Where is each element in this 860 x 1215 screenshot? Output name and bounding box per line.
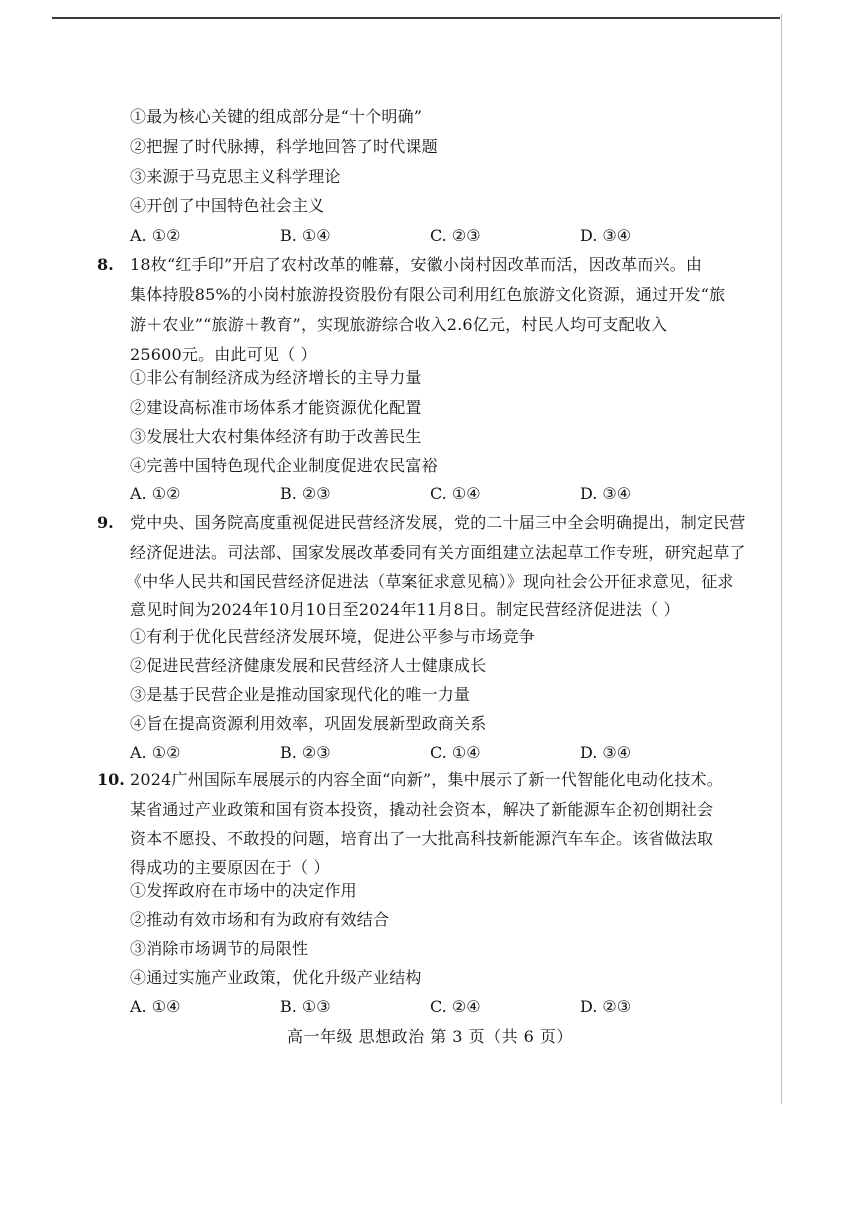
q9-stem-line-1: 党中央、国务院高度重视促进民营经济发展，党的二十届三中全会明确提出，制定民营 bbox=[130, 513, 746, 532]
q8-options bbox=[130, 484, 650, 504]
q8-option-c[interactable]: C. ①④ bbox=[430, 484, 481, 503]
page-footer: 高一年级 思想政治 第 3 页（共 6 页） bbox=[287, 1027, 573, 1046]
q8-item-3: ③发展壮大农村集体经济有助于改善民生 bbox=[130, 427, 422, 446]
q9-option-d[interactable]: D. ③④ bbox=[580, 743, 632, 762]
q8-stem-line-3: 游＋农业”“旅游＋教育”，实现旅游综合收入2.6亿元，村民人均可支配收入 bbox=[130, 315, 668, 334]
q10-number: 10. bbox=[97, 770, 125, 789]
q7-item-4: ④开创了中国特色社会主义 bbox=[130, 196, 325, 215]
q7-option-a[interactable]: A. ①② bbox=[130, 226, 181, 245]
q10-option-b[interactable]: B. ①③ bbox=[280, 997, 331, 1016]
q9-options bbox=[130, 743, 650, 763]
q10-stem-line-4: 得成功的主要原因在于（ ） bbox=[130, 858, 330, 877]
q8-item-1: ①非公有制经济成为经济增长的主导力量 bbox=[130, 368, 422, 387]
q7-option-c[interactable]: C. ②③ bbox=[430, 226, 481, 245]
q10-stem-line-3: 资本不愿投、不敢投的问题，培育出了一大批高科技新能源汽车车企。该省做法取 bbox=[130, 829, 714, 848]
q10-option-c[interactable]: C. ②④ bbox=[430, 997, 481, 1016]
q10-item-4: ④通过实施产业政策，优化升级产业结构 bbox=[130, 968, 422, 987]
q9-number: 9. bbox=[97, 513, 114, 532]
q7-item-3: ③来源于马克思主义科学理论 bbox=[130, 167, 341, 186]
top-border-line bbox=[52, 17, 780, 19]
q10-option-d[interactable]: D. ②③ bbox=[580, 997, 632, 1016]
q8-item-4: ④完善中国特色现代企业制度促进农民富裕 bbox=[130, 456, 438, 475]
q10-option-a[interactable]: A. ①④ bbox=[130, 997, 181, 1016]
q8-stem-line-2: 集体持股85%的小岗村旅游投资股份有限公司利用红色旅游文化资源，通过开发“旅 bbox=[130, 285, 726, 304]
q9-stem-line-2: 经济促进法。司法部、国家发展改革委同有关方面组建立法起草工作专班，研究起草了 bbox=[130, 543, 746, 562]
q7-option-d[interactable]: D. ③④ bbox=[580, 226, 632, 245]
q7-option-b[interactable]: B. ①④ bbox=[280, 226, 331, 245]
q7-options bbox=[130, 226, 650, 246]
q9-item-4: ④旨在提高资源利用效率，巩固发展新型政商关系 bbox=[130, 714, 487, 733]
q10-item-2: ②推动有效市场和有为政府有效结合 bbox=[130, 910, 390, 929]
q9-option-a[interactable]: A. ①② bbox=[130, 743, 181, 762]
q8-stem-line-1: 18枚“红手印”开启了农村改革的帷幕，安徽小岗村因改革而活，因改革而兴。由 bbox=[130, 255, 703, 274]
q9-option-b[interactable]: B. ②③ bbox=[280, 743, 331, 762]
q8-item-2: ②建设高标准市场体系才能资源优化配置 bbox=[130, 398, 422, 417]
q7-item-1: ①最为核心关键的组成部分是“十个明确” bbox=[130, 107, 423, 126]
q10-stem-line-1: 2024广州国际车展展示的内容全面“向新”，集中展示了新一代智能化电动化技术。 bbox=[130, 770, 723, 789]
q8-option-b[interactable]: B. ②③ bbox=[280, 484, 331, 503]
q10-stem-line-2: 某省通过产业政策和国有资本投资，撬动社会资本，解决了新能源车企初创期社会 bbox=[130, 800, 714, 819]
right-border-line bbox=[781, 14, 782, 1104]
q8-option-d[interactable]: D. ③④ bbox=[580, 484, 632, 503]
q9-stem-line-3: 《中华人民共和国民营经济促进法（草案征求意见稿）》现向社会公开征求意见，征求 bbox=[126, 572, 734, 591]
q8-option-a[interactable]: A. ①② bbox=[130, 484, 181, 503]
q9-item-2: ②促进民营经济健康发展和民营经济人士健康成长 bbox=[130, 656, 487, 675]
q9-stem-line-4: 意见时间为2024年10月10日至2024年11月8日。制定民营经济促进法（ ） bbox=[130, 600, 680, 619]
q8-stem-line-4: 25600元。由此可见（ ） bbox=[130, 345, 317, 364]
q9-item-3: ③是基于民营企业是推动国家现代化的唯一力量 bbox=[130, 685, 471, 704]
q9-option-c[interactable]: C. ①④ bbox=[430, 743, 481, 762]
q10-item-3: ③消除市场调节的局限性 bbox=[130, 939, 309, 958]
q7-item-2: ②把握了时代脉搏，科学地回答了时代课题 bbox=[130, 137, 438, 156]
q8-number: 8. bbox=[97, 255, 114, 274]
q9-item-1: ①有利于优化民营经济发展环境，促进公平参与市场竞争 bbox=[130, 627, 536, 646]
q10-item-1: ①发挥政府在市场中的决定作用 bbox=[130, 881, 357, 900]
q10-options bbox=[130, 997, 650, 1017]
